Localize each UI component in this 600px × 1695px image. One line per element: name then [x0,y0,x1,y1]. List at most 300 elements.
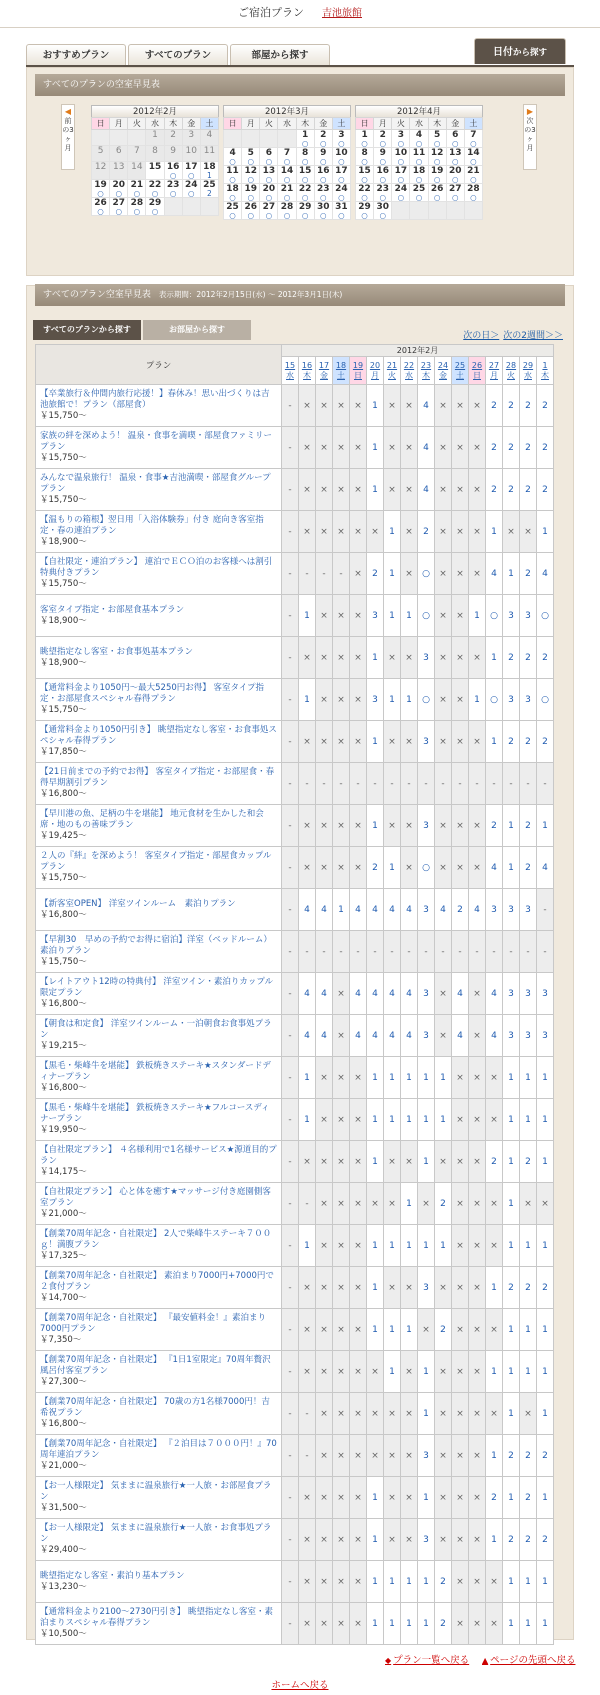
availability-cell[interactable]: 4 [401,973,418,1015]
day-link[interactable]: 21 [386,361,398,370]
availability-cell[interactable]: 2 [435,1309,452,1351]
calendar-day-cell[interactable] [332,130,350,148]
plan-name-link[interactable]: 眺望指定なし客室・素泊り基本プラン [40,1570,185,1581]
back-to-top-link[interactable]: ▲ ページの先頭へ戻る [482,1655,576,1666]
availability-cell[interactable]: 1 [367,1141,384,1183]
weekday-link[interactable]: 水 [286,371,294,380]
availability-cell[interactable]: 4 [299,973,316,1015]
availability-cell[interactable]: 2 [503,637,520,679]
plan-name-link[interactable]: 【お一人様限定】 気ままに温泉旅行★一人旅・お部屋食プラン [40,1481,272,1502]
plan-name-link[interactable]: 【卒業旅行＆仲間内旅行応援！】春休み！思い出づくりは吉池旅館で！プラン（部屋食） [40,389,270,410]
availability-cell[interactable]: 1 [537,1561,554,1603]
availability-cell[interactable]: 1 [503,847,520,889]
availability-cell[interactable]: 1 [469,679,486,721]
availability-cell[interactable]: 1 [401,595,418,637]
availability-cell[interactable]: 1 [520,1225,537,1267]
weekday-link[interactable]: 土 [337,371,345,380]
availability-cell[interactable]: 1 [520,1561,537,1603]
availability-cell[interactable]: 1 [486,511,503,553]
availability-cell[interactable]: 2 [520,385,537,427]
availability-cell[interactable]: 1 [299,595,316,637]
availability-cell[interactable]: 2 [435,1183,452,1225]
availability-cell[interactable]: 1 [367,805,384,847]
availability-cell[interactable]: 4 [316,1015,333,1057]
day-link[interactable]: 16 [301,361,313,370]
availability-cell[interactable]: ○ [537,595,554,637]
plan-name-link[interactable]: 【お一人様限定】 気ままに温泉旅行★一人旅・お食事処プラン [40,1523,272,1544]
calendar-day-cell[interactable] [428,184,446,202]
availability-cell[interactable]: 1 [401,1225,418,1267]
availability-cell[interactable]: 3 [537,1015,554,1057]
calendar-day-cell[interactable] [392,130,410,148]
availability-cell[interactable]: 1 [367,1477,384,1519]
availability-cell[interactable]: 1 [537,1057,554,1099]
availability-cell[interactable]: 4 [401,889,418,931]
plan-name-link[interactable]: 眺望指定なし客室・お食事処基本プラン [40,646,194,657]
availability-cell[interactable]: 3 [418,1519,435,1561]
availability-cell[interactable]: 3 [520,889,537,931]
availability-cell[interactable]: 1 [486,1519,503,1561]
calendar-day-cell[interactable] [356,202,374,220]
availability-cell[interactable]: 1 [367,427,384,469]
availability-cell[interactable]: 1 [503,805,520,847]
calendar-day-cell[interactable] [410,130,428,148]
day-link[interactable]: 20 [369,361,381,370]
weekday-link[interactable]: 水 [524,371,532,380]
availability-cell[interactable]: 4 [418,469,435,511]
tab-by-room[interactable]: 部屋から探す [230,44,330,66]
availability-cell[interactable]: 1 [435,1225,452,1267]
availability-cell[interactable]: 2 [367,553,384,595]
availability-cell[interactable]: 3 [418,1015,435,1057]
availability-cell[interactable]: 1 [384,595,401,637]
calendar-day-cell[interactable] [446,184,464,202]
availability-cell[interactable]: 3 [418,1267,435,1309]
availability-cell[interactable]: ○ [486,679,503,721]
plan-name-link[interactable]: 【通常料金より1050円引き】 眺望指定なし客室・お食事処スペシャル春得プラン [40,725,277,746]
availability-cell[interactable]: 4 [537,553,554,595]
plan-name-link[interactable]: ２人の『絆』を深めよう！ 客室タイプ指定・部屋食カップルプラン [40,851,272,872]
availability-cell[interactable]: 1 [367,1603,384,1645]
availability-cell[interactable]: ○ [486,595,503,637]
availability-cell[interactable]: 1 [537,805,554,847]
availability-cell[interactable]: 1 [367,1225,384,1267]
tab-search-all-plans[interactable]: すべてのプランから探す [33,320,141,340]
availability-cell[interactable]: 1 [503,1603,520,1645]
availability-cell[interactable]: 1 [520,1603,537,1645]
availability-cell[interactable]: 1 [520,1057,537,1099]
plan-name-link[interactable]: 【創業70周年記念・自社限定】 素泊まり7000円+7000円で２食付プラン [40,1271,274,1292]
calendar-day-cell[interactable] [464,166,482,184]
availability-cell[interactable]: 2 [486,427,503,469]
availability-cell[interactable]: 4 [418,385,435,427]
calendar-day-cell[interactable] [278,148,296,166]
weekday-link[interactable]: 木 [303,371,311,380]
day-link[interactable]: 26 [471,361,483,370]
plan-name-link[interactable]: 客室タイプ指定・お部屋食基本プラン [40,604,185,615]
plan-name-link[interactable]: 【21日前までの予約でお得】 客室タイプ指定・お部屋食・春得早期割引プラン [40,767,275,788]
availability-cell[interactable]: 4 [367,1015,384,1057]
availability-cell[interactable]: 1 [503,1183,520,1225]
day-link[interactable]: 25 [454,361,466,370]
calendar-day-cell[interactable] [146,180,164,198]
day-link[interactable]: 18 [335,361,347,370]
availability-cell[interactable]: 2 [537,469,554,511]
availability-cell[interactable]: 1 [503,1099,520,1141]
calendar-day-cell[interactable] [260,202,278,220]
weekday-link[interactable]: 火 [388,371,396,380]
tab-by-date[interactable]: 日付から探す [474,38,566,64]
availability-cell[interactable]: 1 [503,1477,520,1519]
availability-cell[interactable]: 3 [503,679,520,721]
availability-cell[interactable]: 2 [520,637,537,679]
availability-cell[interactable]: 2 [537,637,554,679]
calendar-day-cell[interactable] [242,166,260,184]
calendar-day-cell[interactable] [332,184,350,202]
back-to-list-link[interactable]: ◆ プラン一覧へ戻る [385,1655,470,1666]
calendar-day-cell[interactable] [446,166,464,184]
availability-cell[interactable]: 1 [299,679,316,721]
availability-cell[interactable]: 1 [384,1099,401,1141]
availability-cell[interactable]: 3 [537,973,554,1015]
availability-cell[interactable]: 3 [520,679,537,721]
availability-cell[interactable]: 1 [384,1351,401,1393]
calendar-day-cell[interactable] [110,146,128,162]
availability-cell[interactable]: 4 [299,1015,316,1057]
availability-cell[interactable]: 4 [350,973,367,1015]
availability-cell[interactable]: 4 [486,973,503,1015]
calendar-day-cell[interactable] [110,198,128,216]
calendar-day-cell[interactable] [314,184,332,202]
availability-cell[interactable]: 4 [452,973,469,1015]
availability-cell[interactable]: 4 [350,889,367,931]
availability-cell[interactable]: 1 [384,1057,401,1099]
availability-cell[interactable]: 4 [537,847,554,889]
availability-cell[interactable]: 2 [520,1267,537,1309]
calendar-day-cell[interactable] [392,184,410,202]
day-link[interactable]: 23 [420,361,432,370]
plan-name-link[interactable]: 【自社限定プラン】 ４名様利用で1名様サービス★源道目的プラン [40,1145,277,1166]
plan-name-link[interactable]: 【温もりの箱根】翌日用「入浴体験券」付き 庭向き客室指定・春の連泊プラン [40,515,264,536]
calendar-day-cell[interactable] [224,184,242,202]
availability-cell[interactable]: 1 [401,1309,418,1351]
weekday-link[interactable]: 金 [439,371,447,380]
availability-cell[interactable]: 1 [435,1057,452,1099]
calendar-day-cell[interactable] [356,184,374,202]
availability-cell[interactable]: 3 [418,805,435,847]
availability-cell[interactable]: 3 [520,973,537,1015]
calendar-day-cell[interactable] [278,166,296,184]
calendar-day-cell[interactable] [296,130,314,148]
plan-name-link[interactable]: 【新客室OPEN】 洋室ツインルーム 素泊りプラン [40,898,236,909]
availability-cell[interactable]: 1 [401,1183,418,1225]
tab-search-by-room[interactable]: お部屋から探す [143,320,251,340]
calendar-day-cell[interactable] [242,202,260,220]
availability-cell[interactable]: 1 [333,889,350,931]
availability-cell[interactable]: 1 [367,721,384,763]
availability-cell[interactable]: 1 [384,679,401,721]
availability-cell[interactable]: 2 [486,1477,503,1519]
availability-cell[interactable]: 1 [367,1561,384,1603]
availability-cell[interactable]: 1 [384,511,401,553]
availability-cell[interactable]: 1 [401,1099,418,1141]
calendar-day-cell[interactable] [146,146,164,162]
plan-name-link[interactable]: 【レイトアウト12時の特典付】 洋室ツイン・素泊りカップル限定プラン [40,977,273,998]
availability-cell[interactable]: 2 [503,721,520,763]
availability-cell[interactable]: 1 [418,1477,435,1519]
availability-cell[interactable]: 2 [520,1477,537,1519]
availability-cell[interactable]: 1 [299,1099,316,1141]
availability-cell[interactable]: 2 [520,805,537,847]
calendar-day-cell[interactable] [200,130,218,146]
availability-cell[interactable]: 1 [469,595,486,637]
availability-cell[interactable]: 1 [418,1225,435,1267]
calendar-day-cell[interactable] [92,146,110,162]
availability-cell[interactable]: 3 [418,721,435,763]
availability-cell[interactable]: 2 [537,1519,554,1561]
availability-cell[interactable]: 1 [418,1141,435,1183]
calendar-day-cell[interactable] [464,148,482,166]
calendar-day-cell[interactable] [296,166,314,184]
plan-name-link[interactable]: 【黒毛・柴峰牛を堪能】 鉄板焼きステーキ★スタンダードディナープラン [40,1061,271,1082]
availability-cell[interactable]: 3 [418,637,435,679]
calendar-day-cell[interactable] [146,130,164,146]
availability-cell[interactable]: 1 [367,385,384,427]
calendar-day-cell[interactable] [146,162,164,180]
calendar-day-cell[interactable] [92,162,110,180]
calendar-day-cell[interactable] [224,166,242,184]
availability-cell[interactable]: 4 [418,427,435,469]
calendar-day-cell[interactable] [260,148,278,166]
availability-cell[interactable]: 1 [367,469,384,511]
availability-cell[interactable]: ○ [418,679,435,721]
tab-recommended[interactable]: おすすめプラン [26,44,126,66]
availability-cell[interactable]: 1 [367,1309,384,1351]
availability-cell[interactable]: 2 [503,469,520,511]
availability-cell[interactable]: 1 [503,1225,520,1267]
availability-cell[interactable]: 3 [520,595,537,637]
calendar-day-cell[interactable] [164,146,182,162]
calendar-day-cell[interactable] [356,166,374,184]
day-link[interactable]: 28 [505,361,517,370]
availability-cell[interactable]: 4 [367,889,384,931]
calendar-day-cell[interactable] [332,166,350,184]
availability-cell[interactable]: 4 [316,889,333,931]
availability-cell[interactable]: 2 [435,1561,452,1603]
availability-cell[interactable]: 1 [537,1309,554,1351]
availability-cell[interactable]: 4 [401,1015,418,1057]
plan-name-link[interactable]: 【朝食は和定食】 洋室ツインルーム・一泊朝食お食事処プラン [40,1019,272,1040]
availability-cell[interactable]: 1 [537,1603,554,1645]
weekday-link[interactable]: 土 [456,371,464,380]
availability-cell[interactable]: 2 [486,385,503,427]
calendar-day-cell[interactable] [200,180,218,198]
availability-cell[interactable]: 2 [520,721,537,763]
availability-cell[interactable]: 1 [520,1099,537,1141]
availability-cell[interactable]: 4 [367,973,384,1015]
calendar-day-cell[interactable] [260,166,278,184]
availability-cell[interactable]: 4 [486,553,503,595]
availability-cell[interactable]: 1 [401,1057,418,1099]
calendar-day-cell[interactable] [128,180,146,198]
availability-cell[interactable]: 2 [537,1435,554,1477]
availability-cell[interactable]: ○ [418,553,435,595]
availability-cell[interactable]: 4 [350,1015,367,1057]
calendar-day-cell[interactable] [314,166,332,184]
day-link[interactable]: 24 [437,361,449,370]
calendar-day-cell[interactable] [242,148,260,166]
availability-cell[interactable]: 2 [435,1603,452,1645]
availability-cell[interactable]: 1 [503,1351,520,1393]
day-link[interactable]: 19 [352,361,364,370]
availability-cell[interactable]: 1 [418,1057,435,1099]
availability-cell[interactable]: 1 [537,1099,554,1141]
availability-cell[interactable]: 2 [537,427,554,469]
calendar-day-cell[interactable] [110,162,128,180]
day-link[interactable]: 29 [522,361,534,370]
plan-name-link[interactable]: 【早割30 早めの予約でお得に宿泊】洋室（ベッドルーム） 素泊りプラン [40,935,277,956]
weekday-link[interactable]: 金 [320,371,328,380]
availability-cell[interactable]: 1 [367,1519,384,1561]
availability-cell[interactable]: 1 [537,1225,554,1267]
availability-cell[interactable]: 3 [520,1015,537,1057]
plan-name-link[interactable]: 【早川港の魚、足柄の牛を堪能】 地元食材を生かした和会席・地のもの善味プラン [40,809,264,830]
availability-cell[interactable]: 2 [520,1519,537,1561]
availability-cell[interactable]: 1 [367,1057,384,1099]
calendar-day-cell[interactable] [182,162,200,180]
calendar-day-cell[interactable] [296,148,314,166]
availability-cell[interactable]: 3 [418,973,435,1015]
availability-cell[interactable]: 1 [401,1603,418,1645]
calendar-day-cell[interactable] [296,184,314,202]
plan-name-link[interactable]: 【黒毛・柴峰牛を堪能】 鉄板焼きステーキ★フルコースディナープラン [40,1103,270,1124]
availability-cell[interactable]: 1 [537,511,554,553]
weekday-link[interactable]: 月 [490,371,498,380]
calendar-day-cell[interactable] [428,130,446,148]
calendar-day-cell[interactable] [392,148,410,166]
calendar-day-cell[interactable] [314,130,332,148]
availability-cell[interactable]: 2 [486,805,503,847]
availability-cell[interactable]: 2 [537,721,554,763]
weekday-link[interactable]: 木 [422,371,430,380]
availability-cell[interactable]: 4 [486,847,503,889]
day-link[interactable]: 17 [318,361,330,370]
availability-cell[interactable]: 3 [367,679,384,721]
availability-cell[interactable]: 4 [435,889,452,931]
calendar-day-cell[interactable] [278,202,296,220]
plan-name-link[interactable]: みんなで温泉旅行！ 温泉・食事★吉池満喫・部屋食グループプラン [40,473,271,494]
next-day-link[interactable]: 次の日＞ [463,331,500,341]
back-home-link[interactable]: ホームへ戻る [271,1680,329,1691]
calendar-day-cell[interactable] [92,180,110,198]
availability-cell[interactable]: 1 [384,1561,401,1603]
availability-cell[interactable]: 1 [503,1393,520,1435]
calendar-day-cell[interactable] [224,148,242,166]
calendar-day-cell[interactable] [182,146,200,162]
calendar-day-cell[interactable] [278,184,296,202]
availability-cell[interactable]: 2 [418,511,435,553]
next-2weeks-link[interactable]: 次の2週間＞＞ [503,331,563,341]
availability-cell[interactable]: 3 [503,973,520,1015]
availability-cell[interactable]: 1 [537,1351,554,1393]
availability-cell[interactable]: 1 [503,1057,520,1099]
availability-cell[interactable]: 3 [503,1015,520,1057]
availability-cell[interactable]: 1 [418,1099,435,1141]
availability-cell[interactable]: 1 [503,1561,520,1603]
calendar-day-cell[interactable] [446,148,464,166]
availability-cell[interactable]: 2 [503,1267,520,1309]
calendar-day-cell[interactable] [410,184,428,202]
calendar-day-cell[interactable] [410,166,428,184]
plan-name-link[interactable]: 【自社限定プラン】 心と体を癒す★マッサージ付き庭園側客室プラン [40,1187,271,1208]
weekday-link[interactable]: 水 [405,371,413,380]
availability-cell[interactable]: 2 [537,385,554,427]
availability-cell[interactable]: 3 [486,889,503,931]
calendar-day-cell[interactable] [200,162,218,180]
day-link[interactable]: 27 [488,361,500,370]
plan-name-link[interactable]: 【自社限定・連泊プラン】 連泊でＥＣＯ泊のお客様へは割引特典付きプラン [40,557,273,578]
availability-cell[interactable]: 1 [503,553,520,595]
calendar-day-cell[interactable] [464,130,482,148]
availability-cell[interactable]: 2 [503,1435,520,1477]
inn-link[interactable]: 吉池旅館 [322,8,362,19]
weekday-link[interactable]: 月 [371,371,379,380]
availability-cell[interactable]: 1 [503,1309,520,1351]
calendar-day-cell[interactable] [374,148,392,166]
availability-cell[interactable]: 1 [401,1561,418,1603]
availability-cell[interactable]: 2 [503,427,520,469]
availability-cell[interactable]: 1 [520,1351,537,1393]
availability-cell[interactable]: 4 [469,889,486,931]
calendar-day-cell[interactable] [242,184,260,202]
weekday-link[interactable]: 木 [541,371,549,380]
availability-cell[interactable]: 1 [418,1393,435,1435]
availability-cell[interactable]: 1 [418,1351,435,1393]
calendar-day-cell[interactable] [128,162,146,180]
availability-cell[interactable]: 4 [384,1015,401,1057]
availability-cell[interactable]: 2 [520,1141,537,1183]
calendar-day-cell[interactable] [92,198,110,216]
next-3months-button[interactable]: ▶ 次の3ヶ月 [523,104,537,170]
availability-cell[interactable]: 4 [452,1015,469,1057]
plan-name-link[interactable]: 【通常料金より1050円～最大5250円お得】 客室タイプ指定・お部屋食スペシャル春得プラン [40,683,265,704]
availability-cell[interactable]: 3 [367,595,384,637]
availability-cell[interactable]: 4 [316,973,333,1015]
calendar-day-cell[interactable] [374,202,392,220]
plan-name-link[interactable]: 【創業70周年記念・自社限定】 『２泊目は７０００円！』70周年連泊プラン [40,1439,277,1460]
availability-cell[interactable]: 2 [503,385,520,427]
availability-cell[interactable]: 2 [452,889,469,931]
availability-cell[interactable]: 2 [486,1141,503,1183]
plan-name-link[interactable]: 【創業70周年記念・自社限定】 『1日1室限定』70周年贅沢風呂付客室プラン [40,1355,271,1376]
calendar-day-cell[interactable] [410,148,428,166]
availability-cell[interactable]: 1 [367,637,384,679]
calendar-day-cell[interactable] [146,198,164,216]
day-link[interactable]: 1 [542,361,548,370]
availability-cell[interactable]: 1 [384,1309,401,1351]
calendar-day-cell[interactable] [374,184,392,202]
plan-name-link[interactable]: 【創業70周年記念・自社限定】 70歳の方1名様7000円！吉希祝プラン [40,1397,270,1418]
calendar-day-cell[interactable] [128,198,146,216]
availability-cell[interactable]: 1 [367,1099,384,1141]
availability-cell[interactable]: 1 [503,1141,520,1183]
availability-cell[interactable]: 1 [384,1225,401,1267]
calendar-day-cell[interactable] [164,162,182,180]
calendar-day-cell[interactable] [428,148,446,166]
calendar-day-cell[interactable] [224,202,242,220]
calendar-day-cell[interactable] [164,180,182,198]
availability-cell[interactable]: 2 [520,553,537,595]
